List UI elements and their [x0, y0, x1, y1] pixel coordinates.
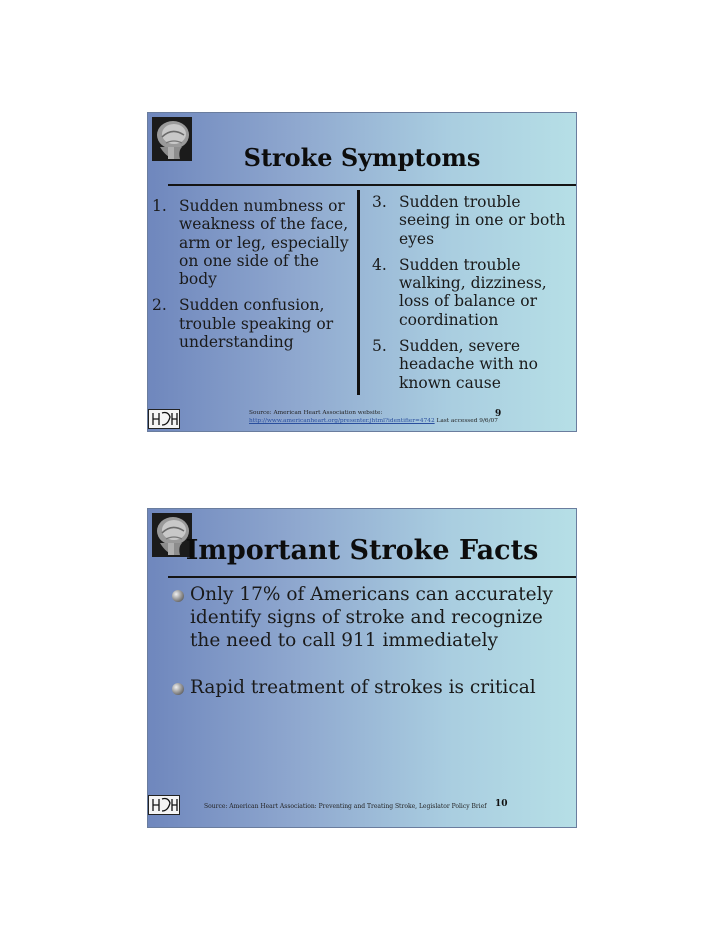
item-text: Sudden trouble seeing in one or both eyes — [399, 193, 566, 248]
facts-list — [172, 583, 572, 723]
list-item — [152, 296, 352, 351]
item-text: Sudden trouble walking, dizziness, loss of balance or coordination — [399, 255, 547, 329]
list-item — [172, 676, 572, 699]
logo-monogram-icon — [148, 409, 180, 429]
symptom-list-left — [152, 197, 352, 359]
list-item — [372, 193, 572, 248]
page-number: 9 — [495, 409, 502, 419]
list-item — [152, 197, 352, 288]
bullet-sphere-icon — [172, 683, 184, 695]
title-divider — [168, 184, 576, 186]
item-text: Sudden numbness or weakness of the face, arm or leg, especially on one side of the body — [179, 197, 349, 289]
list-item — [372, 256, 572, 329]
item-number: 2. — [152, 296, 167, 315]
bullet-sphere-icon — [172, 590, 184, 602]
slide-title: Important Stroke Facts — [185, 535, 539, 566]
page-number: 10 — [495, 799, 508, 809]
fact-text: Rapid treatment of strokes is critical — [190, 677, 536, 698]
column-divider — [357, 190, 360, 395]
slide-important-stroke-facts — [147, 508, 577, 828]
fact-text: Only 17% of Americans can accurately identify signs of stroke and recognize the need to call 911 immediately — [190, 584, 553, 651]
source-accessed: Last accessed 9/6/07 — [436, 418, 498, 424]
slide-title: Stroke Symptoms — [243, 143, 481, 172]
item-number: 5. — [372, 337, 387, 356]
source-citation — [249, 409, 498, 425]
item-number: 4. — [372, 255, 387, 274]
item-number: 3. — [372, 193, 387, 211]
logo-monogram-icon — [148, 795, 180, 815]
slide-stroke-symptoms — [147, 112, 577, 432]
item-number: 1. — [152, 197, 167, 215]
title-divider — [168, 576, 576, 578]
list-item — [172, 583, 572, 652]
source-citation: Source: American Heart Association: Preventing and Treating Stroke, Legislator Policy Brief — [204, 803, 487, 810]
symptom-list-right — [372, 193, 572, 400]
item-text: Sudden confusion, trouble speaking or understanding — [179, 296, 334, 352]
item-text: Sudden, severe headache with no known cause — [399, 337, 539, 392]
source-label: Source: American Heart Association website: — [249, 410, 383, 416]
list-item — [372, 337, 572, 392]
source-link[interactable]: http://www.americanheart.org/presenter.jhtml?identifier=4742 — [249, 418, 435, 424]
